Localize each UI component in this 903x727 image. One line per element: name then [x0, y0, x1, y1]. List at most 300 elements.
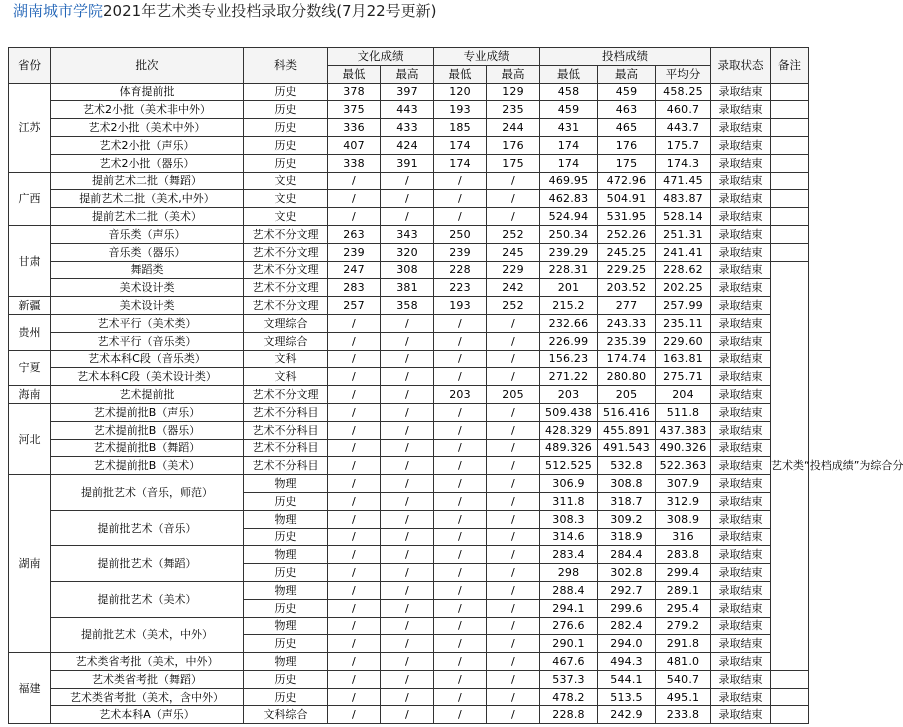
culture-min-cell: 257: [328, 297, 381, 315]
major-max-cell: /: [487, 581, 540, 599]
major-min-cell: /: [434, 172, 487, 190]
major-max-cell: 129: [487, 83, 540, 101]
major-max-cell: 235: [487, 101, 540, 119]
batch-cell: 艺术本科C段（美术设计类）: [51, 368, 244, 386]
filing-min-cell: 239.29: [540, 243, 598, 261]
filing-min-cell: 156.23: [540, 350, 598, 368]
culture-max-cell: /: [381, 332, 434, 350]
culture-min-cell: 407: [328, 136, 381, 154]
table-row: [9, 243, 809, 261]
header-culture-min: 最低: [328, 65, 381, 83]
major-min-cell: /: [434, 528, 487, 546]
culture-max-cell: /: [381, 528, 434, 546]
subject-cell: 物理: [244, 581, 328, 599]
major-max-cell: /: [487, 421, 540, 439]
filing-avg-cell: 257.99: [656, 297, 711, 315]
subject-cell: 文科: [244, 368, 328, 386]
province-cell: 新疆: [9, 297, 51, 315]
subject-cell: 历史: [244, 136, 328, 154]
filing-max-cell: 516.416: [598, 403, 656, 421]
culture-min-cell: 375: [328, 101, 381, 119]
table-row: [9, 670, 809, 688]
header-province: 省份: [9, 48, 51, 84]
filing-max-cell: 318.7: [598, 492, 656, 510]
table-row: [9, 546, 809, 564]
table-row: [9, 154, 809, 172]
filing-avg-cell: 437.383: [656, 421, 711, 439]
remark-empty-cell: [771, 243, 809, 261]
subject-cell: 艺术不分文理: [244, 386, 328, 404]
province-cell: 海南: [9, 386, 51, 404]
school-link[interactable]: 湖南城市学院: [13, 2, 104, 20]
table-row: [9, 421, 809, 439]
subject-cell: 历史: [244, 688, 328, 706]
filing-avg-cell: 528.14: [656, 208, 711, 226]
status-cell: 录取结束: [711, 119, 771, 137]
filing-max-cell: 302.8: [598, 564, 656, 582]
major-min-cell: 223: [434, 279, 487, 297]
header-major-score: 专业成绩: [434, 48, 540, 66]
subject-cell: 历史: [244, 101, 328, 119]
filing-avg-cell: 312.9: [656, 492, 711, 510]
culture-min-cell: /: [328, 332, 381, 350]
header-filing-score: 投档成绩: [540, 48, 711, 66]
status-cell: 录取结束: [711, 332, 771, 350]
batch-cell: 艺术2小批（声乐）: [51, 136, 244, 154]
subject-cell: 历史: [244, 119, 328, 137]
status-cell: 录取结束: [711, 350, 771, 368]
filing-max-cell: 544.1: [598, 670, 656, 688]
remark-empty-cell: [771, 83, 809, 101]
culture-max-cell: 308: [381, 261, 434, 279]
culture-max-cell: 433: [381, 119, 434, 137]
table-row: [9, 653, 809, 671]
header-filing-min: 最低: [540, 65, 598, 83]
filing-min-cell: 288.4: [540, 581, 598, 599]
remark-empty-cell: [771, 190, 809, 208]
major-max-cell: /: [487, 635, 540, 653]
major-max-cell: /: [487, 208, 540, 226]
culture-max-cell: /: [381, 386, 434, 404]
major-min-cell: /: [434, 314, 487, 332]
culture-max-cell: 343: [381, 225, 434, 243]
subject-cell: 历史: [244, 635, 328, 653]
subject-cell: 艺术不分文理: [244, 225, 328, 243]
major-min-cell: /: [434, 581, 487, 599]
table-row: [9, 350, 809, 368]
subject-cell: 文科综合: [244, 706, 328, 724]
culture-min-cell: /: [328, 599, 381, 617]
major-min-cell: /: [434, 368, 487, 386]
major-min-cell: 203: [434, 386, 487, 404]
batch-cell: 艺术类省考批（舞蹈）: [51, 670, 244, 688]
filing-min-cell: 228.31: [540, 261, 598, 279]
subject-cell: 文科: [244, 350, 328, 368]
filing-min-cell: 512.525: [540, 457, 598, 475]
major-min-cell: /: [434, 421, 487, 439]
major-max-cell: /: [487, 350, 540, 368]
filing-max-cell: 465: [598, 119, 656, 137]
table-row: [9, 617, 809, 635]
culture-max-cell: 424: [381, 136, 434, 154]
status-cell: 录取结束: [711, 279, 771, 297]
table-row: [9, 510, 809, 528]
culture-min-cell: 239: [328, 243, 381, 261]
header-filing-max: 最高: [598, 65, 656, 83]
status-cell: 录取结束: [711, 653, 771, 671]
remark-empty-cell: [771, 688, 809, 706]
header-status: 录取状态: [711, 48, 771, 84]
table-row: [9, 190, 809, 208]
filing-max-cell: 203.52: [598, 279, 656, 297]
major-min-cell: 120: [434, 83, 487, 101]
status-cell: 录取结束: [711, 688, 771, 706]
major-max-cell: 176: [487, 136, 540, 154]
province-cell: 湖南: [9, 475, 51, 653]
remark-empty-cell: [771, 670, 809, 688]
culture-min-cell: /: [328, 421, 381, 439]
major-min-cell: /: [434, 457, 487, 475]
major-max-cell: 244: [487, 119, 540, 137]
filing-max-cell: 308.8: [598, 475, 656, 493]
subject-cell: 文史: [244, 172, 328, 190]
filing-min-cell: 314.6: [540, 528, 598, 546]
header-remark: 备注: [771, 48, 809, 84]
batch-cell: 提前艺术二批（舞蹈）: [51, 172, 244, 190]
filing-avg-cell: 174.3: [656, 154, 711, 172]
major-max-cell: 252: [487, 297, 540, 315]
subject-cell: 文史: [244, 190, 328, 208]
major-max-cell: /: [487, 528, 540, 546]
culture-min-cell: /: [328, 190, 381, 208]
major-min-cell: /: [434, 564, 487, 582]
major-max-cell: /: [487, 314, 540, 332]
table-row: [9, 279, 809, 297]
major-min-cell: 174: [434, 136, 487, 154]
admission-score-table: [8, 47, 903, 724]
status-cell: 录取结束: [711, 243, 771, 261]
header-culture-max: 最高: [381, 65, 434, 83]
major-min-cell: 193: [434, 297, 487, 315]
filing-min-cell: 509.438: [540, 403, 598, 421]
major-min-cell: /: [434, 403, 487, 421]
header-major-min: 最低: [434, 65, 487, 83]
table-row: [9, 261, 809, 279]
filing-avg-cell: 275.71: [656, 368, 711, 386]
batch-cell: 提前艺术二批（美术）: [51, 208, 244, 226]
status-cell: 录取结束: [711, 475, 771, 493]
page-title: [13, 1, 437, 21]
filing-min-cell: 306.9: [540, 475, 598, 493]
culture-max-cell: /: [381, 635, 434, 653]
province-cell: 宁夏: [9, 350, 51, 386]
culture-max-cell: /: [381, 653, 434, 671]
batch-cell: 提前批艺术（美术）: [51, 581, 244, 617]
major-max-cell: /: [487, 546, 540, 564]
filing-min-cell: 431: [540, 119, 598, 137]
province-cell: 甘肃: [9, 225, 51, 296]
batch-cell: 艺术类省考批（美术，含中外）: [51, 688, 244, 706]
culture-max-cell: /: [381, 492, 434, 510]
culture-max-cell: 397: [381, 83, 434, 101]
culture-max-cell: /: [381, 403, 434, 421]
culture-min-cell: /: [328, 457, 381, 475]
batch-cell: 提前批艺术（音乐）: [51, 510, 244, 546]
table-row: [9, 332, 809, 350]
culture-max-cell: 391: [381, 154, 434, 172]
major-min-cell: /: [434, 599, 487, 617]
status-cell: 录取结束: [711, 314, 771, 332]
status-cell: 录取结束: [711, 581, 771, 599]
filing-max-cell: 294.0: [598, 635, 656, 653]
filing-avg-cell: 202.25: [656, 279, 711, 297]
major-max-cell: /: [487, 190, 540, 208]
header-subject: 科类: [244, 48, 328, 84]
table-row: [9, 136, 809, 154]
batch-cell: 艺术2小批（美术中外）: [51, 119, 244, 137]
culture-min-cell: 378: [328, 83, 381, 101]
culture-max-cell: /: [381, 439, 434, 457]
batch-cell: 艺术平行（音乐类）: [51, 332, 244, 350]
culture-max-cell: /: [381, 208, 434, 226]
culture-max-cell: /: [381, 172, 434, 190]
filing-max-cell: 284.4: [598, 546, 656, 564]
filing-min-cell: 276.6: [540, 617, 598, 635]
filing-avg-cell: 233.8: [656, 706, 711, 724]
major-min-cell: /: [434, 190, 487, 208]
table-row: [9, 386, 809, 404]
culture-max-cell: /: [381, 546, 434, 564]
culture-min-cell: /: [328, 706, 381, 724]
major-min-cell: /: [434, 439, 487, 457]
major-max-cell: 252: [487, 225, 540, 243]
batch-cell: 艺术提前批B（声乐）: [51, 403, 244, 421]
status-cell: 录取结束: [711, 706, 771, 724]
header-filing-avg: 平均分: [656, 65, 711, 83]
filing-avg-cell: 307.9: [656, 475, 711, 493]
filing-avg-cell: 443.7: [656, 119, 711, 137]
major-max-cell: /: [487, 653, 540, 671]
major-max-cell: /: [487, 368, 540, 386]
subject-cell: 艺术不分科目: [244, 403, 328, 421]
filing-avg-cell: 279.2: [656, 617, 711, 635]
batch-cell: 体育提前批: [51, 83, 244, 101]
filing-min-cell: 308.3: [540, 510, 598, 528]
major-max-cell: 242: [487, 279, 540, 297]
filing-max-cell: 318.9: [598, 528, 656, 546]
subject-cell: 物理: [244, 617, 328, 635]
remark-empty-cell: [771, 136, 809, 154]
filing-avg-cell: 295.4: [656, 599, 711, 617]
status-cell: 录取结束: [711, 546, 771, 564]
major-min-cell: /: [434, 706, 487, 724]
filing-avg-cell: 175.7: [656, 136, 711, 154]
table-row: [9, 83, 809, 101]
batch-cell: 艺术平行（美术类）: [51, 314, 244, 332]
culture-max-cell: 358: [381, 297, 434, 315]
filing-max-cell: 494.3: [598, 653, 656, 671]
major-min-cell: /: [434, 510, 487, 528]
filing-max-cell: 504.91: [598, 190, 656, 208]
subject-cell: 艺术不分科目: [244, 457, 328, 475]
subject-cell: 艺术不分科目: [244, 421, 328, 439]
province-cell: 贵州: [9, 314, 51, 350]
table-row: [9, 225, 809, 243]
filing-avg-cell: 481.0: [656, 653, 711, 671]
status-cell: 录取结束: [711, 528, 771, 546]
header-major-max: 最高: [487, 65, 540, 83]
filing-avg-cell: 316: [656, 528, 711, 546]
header-culture-score: 文化成绩: [328, 48, 434, 66]
remark-empty-cell: [771, 208, 809, 226]
culture-max-cell: /: [381, 368, 434, 386]
status-cell: 录取结束: [711, 208, 771, 226]
status-cell: 录取结束: [711, 154, 771, 172]
status-cell: 录取结束: [711, 225, 771, 243]
filing-min-cell: 201: [540, 279, 598, 297]
major-max-cell: /: [487, 510, 540, 528]
culture-min-cell: /: [328, 635, 381, 653]
subject-cell: 文史: [244, 208, 328, 226]
major-min-cell: 193: [434, 101, 487, 119]
filing-max-cell: 455.891: [598, 421, 656, 439]
major-min-cell: /: [434, 350, 487, 368]
major-min-cell: 174: [434, 154, 487, 172]
filing-min-cell: 228.8: [540, 706, 598, 724]
filing-max-cell: 531.95: [598, 208, 656, 226]
batch-cell: 提前批艺术（美术，中外）: [51, 617, 244, 653]
major-min-cell: /: [434, 617, 487, 635]
status-cell: 录取结束: [711, 670, 771, 688]
remark-empty-cell: [771, 154, 809, 172]
status-cell: 录取结束: [711, 297, 771, 315]
major-min-cell: 185: [434, 119, 487, 137]
subject-cell: 艺术不分文理: [244, 297, 328, 315]
filing-max-cell: 174.74: [598, 350, 656, 368]
status-cell: 录取结束: [711, 190, 771, 208]
culture-min-cell: /: [328, 350, 381, 368]
filing-max-cell: 463: [598, 101, 656, 119]
filing-avg-cell: 228.62: [656, 261, 711, 279]
culture-min-cell: /: [328, 670, 381, 688]
culture-max-cell: /: [381, 421, 434, 439]
major-max-cell: 175: [487, 154, 540, 172]
table-row: [9, 297, 809, 315]
filing-max-cell: 243.33: [598, 314, 656, 332]
filing-min-cell: 467.6: [540, 653, 598, 671]
major-min-cell: /: [434, 635, 487, 653]
major-max-cell: /: [487, 439, 540, 457]
culture-max-cell: /: [381, 670, 434, 688]
major-min-cell: 239: [434, 243, 487, 261]
table-row: [9, 368, 809, 386]
table-row: [9, 314, 809, 332]
subject-cell: 文理综合: [244, 332, 328, 350]
filing-min-cell: 250.34: [540, 225, 598, 243]
filing-min-cell: 428.329: [540, 421, 598, 439]
filing-min-cell: 215.2: [540, 297, 598, 315]
subject-cell: 历史: [244, 564, 328, 582]
culture-min-cell: /: [328, 510, 381, 528]
subject-cell: 文理综合: [244, 314, 328, 332]
filing-avg-cell: 308.9: [656, 510, 711, 528]
table-row: [9, 208, 809, 226]
major-max-cell: /: [487, 688, 540, 706]
filing-min-cell: 489.326: [540, 439, 598, 457]
culture-min-cell: /: [328, 172, 381, 190]
major-max-cell: /: [487, 332, 540, 350]
filing-min-cell: 311.8: [540, 492, 598, 510]
major-max-cell: /: [487, 670, 540, 688]
major-max-cell: /: [487, 403, 540, 421]
subject-cell: 物理: [244, 475, 328, 493]
major-max-cell: 205: [487, 386, 540, 404]
batch-cell: 艺术类省考批（美术，中外）: [51, 653, 244, 671]
major-max-cell: /: [487, 457, 540, 475]
culture-min-cell: /: [328, 617, 381, 635]
status-cell: 录取结束: [711, 172, 771, 190]
batch-cell: 艺术2小批（美术非中外）: [51, 101, 244, 119]
status-cell: 录取结束: [711, 510, 771, 528]
filing-min-cell: 524.94: [540, 208, 598, 226]
major-max-cell: /: [487, 617, 540, 635]
culture-min-cell: 247: [328, 261, 381, 279]
remark-empty-cell: [771, 119, 809, 137]
filing-max-cell: 299.6: [598, 599, 656, 617]
culture-max-cell: /: [381, 510, 434, 528]
filing-max-cell: 245.25: [598, 243, 656, 261]
culture-max-cell: /: [381, 350, 434, 368]
table-row: [9, 101, 809, 119]
culture-min-cell: /: [328, 688, 381, 706]
filing-avg-cell: 241.41: [656, 243, 711, 261]
culture-max-cell: /: [381, 475, 434, 493]
major-max-cell: 245: [487, 243, 540, 261]
batch-cell: 艺术本科C段（音乐类）: [51, 350, 244, 368]
filing-avg-cell: 229.60: [656, 332, 711, 350]
batch-cell: 舞蹈类: [51, 261, 244, 279]
filing-avg-cell: 490.326: [656, 439, 711, 457]
culture-min-cell: /: [328, 368, 381, 386]
subject-cell: 艺术不分文理: [244, 279, 328, 297]
culture-min-cell: /: [328, 546, 381, 564]
subject-cell: 历史: [244, 599, 328, 617]
batch-cell: 艺术提前批B（舞蹈）: [51, 439, 244, 457]
status-cell: 录取结束: [711, 386, 771, 404]
culture-min-cell: /: [328, 564, 381, 582]
major-min-cell: 250: [434, 225, 487, 243]
status-cell: 录取结束: [711, 83, 771, 101]
major-min-cell: /: [434, 546, 487, 564]
table-row: [9, 403, 809, 421]
major-min-cell: /: [434, 332, 487, 350]
province-cell: 河北: [9, 403, 51, 474]
major-max-cell: /: [487, 172, 540, 190]
filing-avg-cell: 511.8: [656, 403, 711, 421]
filing-avg-cell: 458.25: [656, 83, 711, 101]
batch-cell: 提前艺术二批（美术,中外）: [51, 190, 244, 208]
batch-cell: 艺术本科A（声乐）: [51, 706, 244, 724]
culture-max-cell: 381: [381, 279, 434, 297]
culture-max-cell: /: [381, 599, 434, 617]
culture-min-cell: 338: [328, 154, 381, 172]
culture-max-cell: 443: [381, 101, 434, 119]
filing-avg-cell: 251.31: [656, 225, 711, 243]
filing-min-cell: 283.4: [540, 546, 598, 564]
culture-min-cell: /: [328, 208, 381, 226]
subject-cell: 物理: [244, 546, 328, 564]
filing-max-cell: 459: [598, 83, 656, 101]
